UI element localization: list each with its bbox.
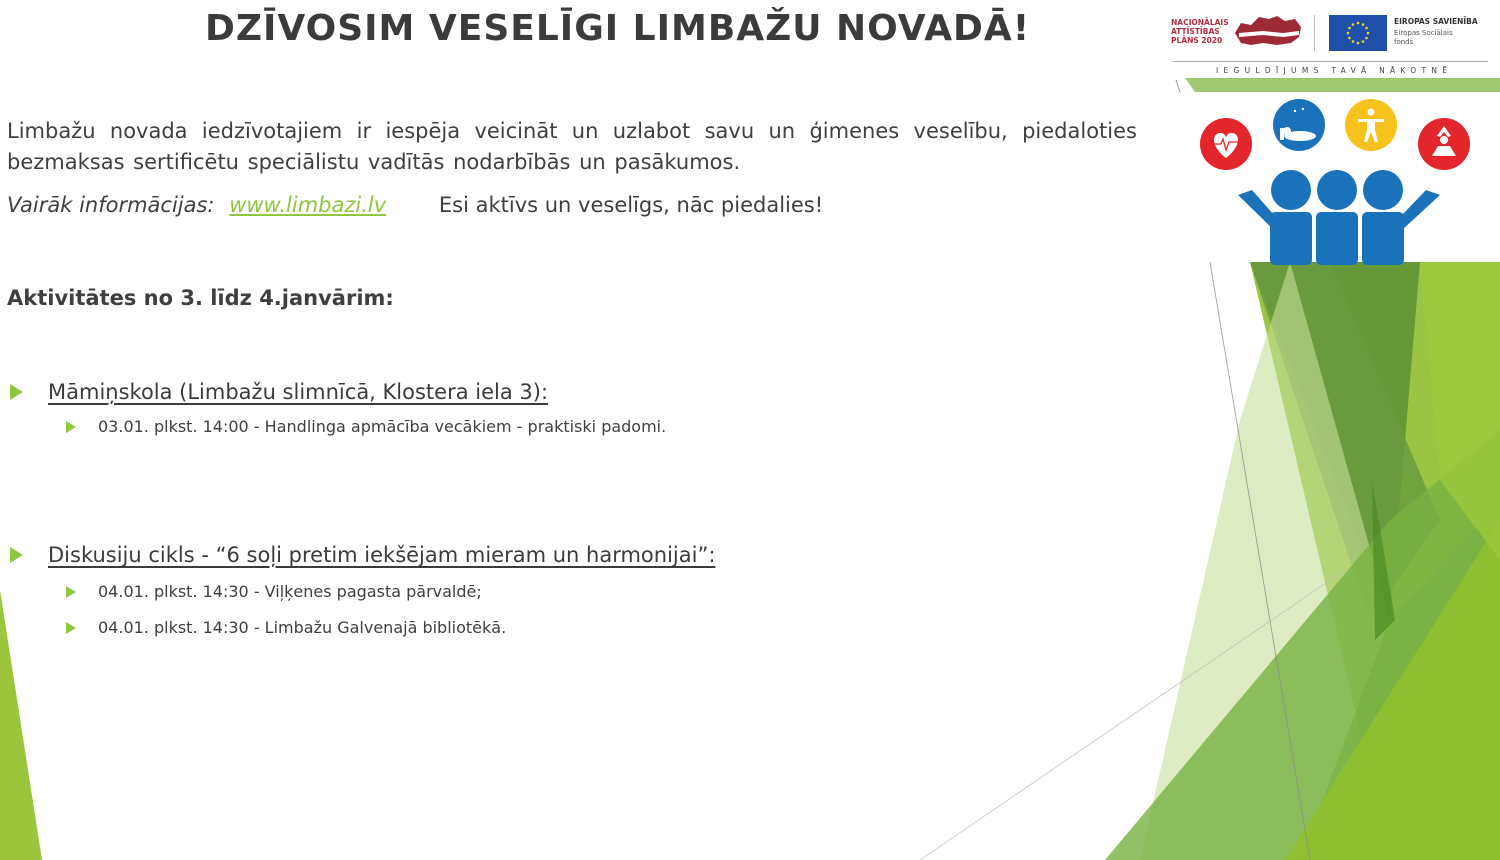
- intro-paragraph: Limbažu novada iedzīvotajiem ir iespēja veicināt un uzlabot savu un ģimenes veselību, piedaloties bezmaksas sertificētu speciālistu vadītās nodarbībās un pasākumos.: [7, 119, 1137, 174]
- eu-sub-line-1: Eiropas Sociālais: [1394, 29, 1453, 37]
- section-title: Diskusiju cikls - “6 soļi pretim iekšējam mieram un harmonijai”:: [48, 543, 716, 567]
- nap-line-3: PLĀNS 2020: [1171, 36, 1223, 45]
- bullet-arrow-icon: [66, 586, 76, 598]
- bullet-arrow-icon: [66, 421, 76, 433]
- bullet-arrow-icon: [10, 547, 23, 563]
- website-link[interactable]: www.limbazi.lv: [229, 193, 387, 217]
- activities-heading: Aktivitātes no 3. līdz 4.janvārim:: [7, 286, 394, 310]
- event-text: 03.01. plkst. 14:00 - Handlinga apmācība vecākiem - praktiski padomi.: [98, 417, 667, 436]
- health-illustration: [1190, 90, 1490, 265]
- nap-2020-logo-text: [1171, 18, 1229, 45]
- yoga-meditation-icon: [1418, 118, 1470, 170]
- more-info-label: Vairāk informācijas:: [7, 193, 215, 217]
- bullet-arrow-icon: [66, 622, 76, 634]
- eu-flag-icon: [1329, 15, 1387, 51]
- logo-horizontal-rule: [1173, 61, 1488, 62]
- slogan: Esi aktīvs un veselīgs, nāc piedalies!: [438, 193, 824, 217]
- slide-title: DZĪVOSIM VESELĪGI LIMBAŽU NOVADĀ!: [205, 8, 1031, 49]
- section-diskusiju-cikls: [0, 543, 715, 637]
- three-people-group-icon: [1238, 170, 1440, 265]
- list-item: [66, 582, 715, 601]
- eu-sub-line-2: fonds: [1394, 38, 1414, 46]
- funding-logos: [1168, 10, 1493, 85]
- body-figure-icon: [1345, 99, 1397, 151]
- section-maminskola: [0, 380, 666, 436]
- list-item: [66, 618, 715, 637]
- section-title: Māmiņskola (Limbažu slimnīcā, Klostera iela 3):: [48, 380, 549, 404]
- event-text: 04.01. plkst. 14:30 - Limbažu Galvenajā bibliotēkā.: [98, 618, 507, 637]
- event-text: 04.01. plkst. 14:30 - Viļķenes pagasta pārvaldē;: [98, 582, 482, 601]
- sleep-icon: [1273, 99, 1325, 151]
- list-item: [66, 417, 666, 436]
- latvia-map-icon: [1233, 13, 1303, 49]
- heart-rate-icon: [1200, 118, 1252, 170]
- tagline: IEGULDĪJUMS TAVĀ NĀKOTNĒ: [1216, 66, 1453, 75]
- logo-divider: [1314, 15, 1315, 51]
- nap-line-2: ATTĪSTĪBAS: [1171, 27, 1220, 36]
- bullet-arrow-icon: [10, 384, 23, 400]
- eu-title: EIROPAS SAVIENĪBA: [1394, 17, 1478, 26]
- eu-subtitle: [1394, 29, 1453, 47]
- more-info-row: [7, 193, 823, 217]
- nap-line-1: NACIONĀLAIS: [1171, 18, 1229, 27]
- section-heading: [0, 380, 666, 404]
- section-heading: [0, 543, 715, 567]
